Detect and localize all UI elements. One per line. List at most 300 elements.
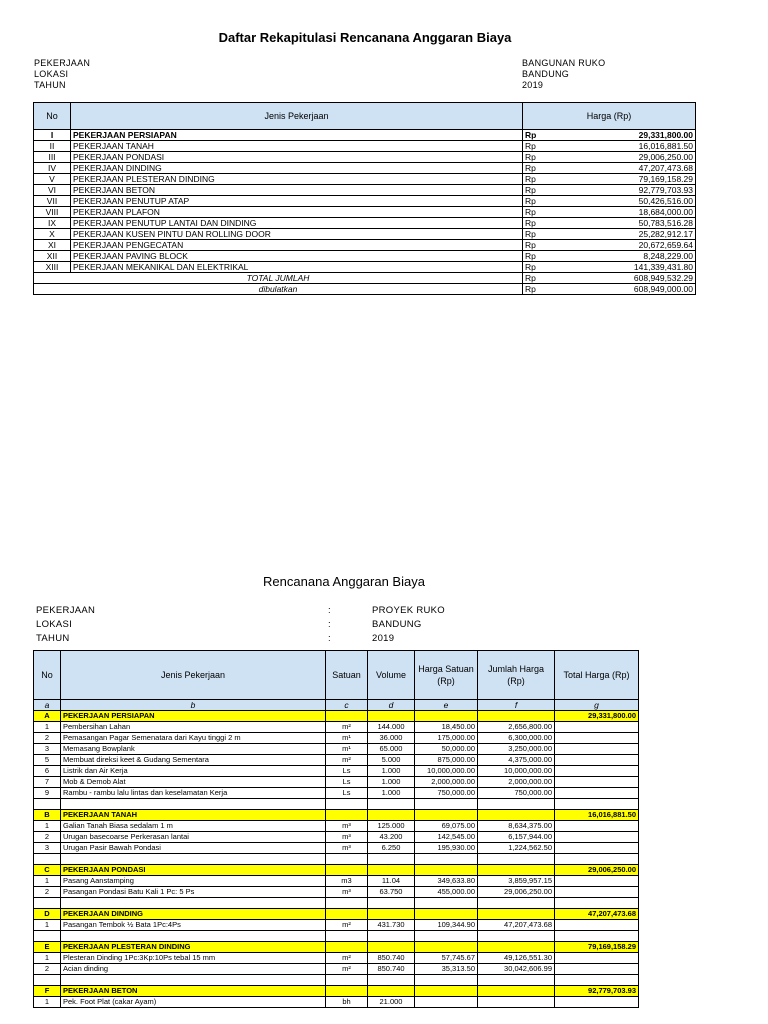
summary-row (34, 218, 696, 229)
rab-item-name: Acian dinding (61, 964, 326, 975)
summary-row-no: IX (34, 218, 71, 229)
rab-meta-value-pekerjaan: PROYEK RUKO (372, 605, 445, 616)
rab-empty-cell (415, 975, 478, 986)
summary-table (33, 102, 696, 295)
rab-item-harga-satuan: 195,930.00 (415, 843, 478, 854)
rab-empty-cell (415, 931, 478, 942)
summary-row-currency: Rp (523, 251, 554, 262)
summary-total-label: TOTAL JUMLAH (34, 273, 523, 284)
rab-item-jumlah-harga: 6,157,944.00 (478, 832, 555, 843)
rab-empty-cell (555, 975, 639, 986)
rab-column-letter: a (34, 700, 61, 711)
rab-section-total: 47,207,473.68 (555, 909, 639, 920)
rab-spacer-row (34, 898, 639, 909)
rab-item-name: Rambu - rambu lalu lintas dan keselamatan Kerja (61, 788, 326, 799)
rab-item-jumlah-harga (478, 997, 555, 1008)
rab-empty-cell (326, 931, 368, 942)
summary-row-value: 16,016,881.50 (553, 141, 696, 152)
summary-row-currency: Rp (523, 229, 554, 240)
rab-item-harga-satuan: 349,633.80 (415, 876, 478, 887)
rab-section-row (34, 942, 639, 953)
summary-row-value: 25,282,912.17 (553, 229, 696, 240)
summary-row-no: XIII (34, 262, 71, 273)
summary-row (34, 152, 696, 163)
rab-item-total (555, 876, 639, 887)
rab-item-total (555, 832, 639, 843)
rab-item-no: 1 (34, 722, 61, 733)
rab-empty-cell (326, 854, 368, 865)
rab-header-volume: Volume (368, 651, 415, 700)
rab-empty-cell (415, 799, 478, 810)
rab-item-total (555, 843, 639, 854)
summary-row-no: XII (34, 251, 71, 262)
rab-empty-cell (326, 909, 368, 920)
rab-item-volume: 850.740 (368, 953, 415, 964)
rab-empty-cell (478, 942, 555, 953)
summary-total-value: 608,949,532.29 (553, 273, 696, 284)
summary-row-currency: Rp (523, 240, 554, 251)
rab-empty-cell (368, 854, 415, 865)
rab-section-total: 92,779,703.93 (555, 986, 639, 997)
rab-meta-label-tahun: TAHUN (36, 633, 70, 644)
rab-meta (34, 603, 447, 647)
rab-item-name: Pasang Aanstamping (61, 876, 326, 887)
rab-item-satuan: Ls (326, 777, 368, 788)
rab-empty-cell (34, 975, 61, 986)
summary-row (34, 229, 696, 240)
rab-item-harga-satuan: 750,000.00 (415, 788, 478, 799)
rab-item-volume: 11.04 (368, 876, 415, 887)
rab-column-letter: c (326, 700, 368, 711)
rab-item-name: Galian Tanah Biasa sedalam 1 m (61, 821, 326, 832)
summary-row-name: PEKERJAAN PAVING BLOCK (71, 251, 523, 262)
rab-item-jumlah-harga: 47,207,473.68 (478, 920, 555, 931)
rab-item-row (34, 997, 639, 1008)
rab-empty-cell (368, 975, 415, 986)
rab-empty-cell (478, 810, 555, 821)
rab-empty-cell (478, 711, 555, 722)
rab-item-harga-satuan: 10,000,000.00 (415, 766, 478, 777)
summary-row-value: 141,339,431.80 (553, 262, 696, 273)
rab-item-total (555, 953, 639, 964)
rab-item-volume: 65.000 (368, 744, 415, 755)
summary-row-currency: Rp (523, 130, 554, 141)
summary-row-value: 50,426,516.00 (553, 196, 696, 207)
rab-column-letter: e (415, 700, 478, 711)
rab-empty-cell (478, 909, 555, 920)
rab-item-harga-satuan: 35,313.50 (415, 964, 478, 975)
rab-empty-cell (478, 931, 555, 942)
summary-row-no: V (34, 174, 71, 185)
summary-row (34, 163, 696, 174)
summary-row-name: PEKERJAAN MEKANIKAL DAN ELEKTRIKAL (71, 262, 523, 273)
summary-meta-labels (34, 58, 90, 91)
rab-empty-cell (555, 931, 639, 942)
summary-row-value: 50,783,516.28 (553, 218, 696, 229)
rab-empty-cell (478, 986, 555, 997)
rab-item-jumlah-harga: 2,000,000.00 (478, 777, 555, 788)
rab-empty-cell (34, 799, 61, 810)
rab-item-name: Pasangan Tembok ½ Bata 1Pc:4Ps (61, 920, 326, 931)
rab-item-row (34, 832, 639, 843)
rab-empty-cell (368, 909, 415, 920)
rab-empty-cell (415, 909, 478, 920)
rab-empty-cell (34, 898, 61, 909)
summary-row-no: IV (34, 163, 71, 174)
rab-item-jumlah-harga: 750,000.00 (478, 788, 555, 799)
rab-item-name: Urugan Pasir Bawah Pondasi (61, 843, 326, 854)
rab-item-jumlah-harga: 30,042,606.99 (478, 964, 555, 975)
rab-item-harga-satuan: 455,000.00 (415, 887, 478, 898)
rab-item-satuan: m3 (326, 876, 368, 887)
summary-row-currency: Rp (523, 185, 554, 196)
rab-item-total (555, 997, 639, 1008)
meta-label-tahun: TAHUN (34, 80, 66, 90)
header-no: No (34, 103, 71, 130)
summary-row (34, 130, 696, 141)
rab-empty-cell (368, 711, 415, 722)
rab-item-name: Memasang Bowplank (61, 744, 326, 755)
rab-item-total (555, 722, 639, 733)
rab-item-satuan: m¹ (326, 744, 368, 755)
rab-item-name: Mob & Demob Alat (61, 777, 326, 788)
rab-item-no: 1 (34, 876, 61, 887)
rab-item-harga-satuan: 109,344.90 (415, 920, 478, 931)
summary-total-row (34, 273, 696, 284)
rab-spacer-row (34, 799, 639, 810)
rab-empty-cell (61, 898, 326, 909)
summary-row-name: PEKERJAAN DINDING (71, 163, 523, 174)
rab-column-letter: g (555, 700, 639, 711)
rab-item-row (34, 920, 639, 931)
rab-section-total: 29,331,800.00 (555, 711, 639, 722)
summary-row-no: VII (34, 196, 71, 207)
rab-item-total (555, 821, 639, 832)
summary-row-name: PEKERJAAN BETON (71, 185, 523, 196)
rab-empty-cell (368, 986, 415, 997)
rab-item-volume: 36.000 (368, 733, 415, 744)
rab-item-name: Pasangan Pondasi Batu Kali 1 Pc: 5 Ps (61, 887, 326, 898)
rab-empty-cell (415, 810, 478, 821)
rab-item-jumlah-harga: 2,656,800.00 (478, 722, 555, 733)
summary-row-value: 92,779,703.93 (553, 185, 696, 196)
summary-row-no: VI (34, 185, 71, 196)
rab-empty-cell (368, 942, 415, 953)
rab-item-harga-satuan: 175,000.00 (415, 733, 478, 744)
rab-column-letter: b (61, 700, 326, 711)
rab-section-row (34, 865, 639, 876)
summary-row (34, 196, 696, 207)
rab-section-name: PEKERJAAN TANAH (61, 810, 326, 821)
rab-item-volume: 63.750 (368, 887, 415, 898)
rab-item-harga-satuan: 18,450.00 (415, 722, 478, 733)
rab-section-row (34, 986, 639, 997)
rab-item-row (34, 887, 639, 898)
meta-value-lokasi: BANDUNG (522, 69, 570, 79)
rab-item-total (555, 755, 639, 766)
rab-item-satuan: m³ (326, 832, 368, 843)
rab-meta-value-lokasi: BANDUNG (372, 619, 422, 630)
meta-value-pekerjaan: BANGUNAN RUKO (522, 58, 606, 68)
rab-empty-cell (478, 975, 555, 986)
rab-item-satuan: m² (326, 755, 368, 766)
summary-row-value: 79,169,158.29 (553, 174, 696, 185)
summary-row-name: PEKERJAAN TANAH (71, 141, 523, 152)
rab-item-jumlah-harga: 29,006,250.00 (478, 887, 555, 898)
rab-column-letter: f (478, 700, 555, 711)
rab-header-no: No (34, 651, 61, 700)
rab-empty-cell (415, 865, 478, 876)
rab-empty-cell (61, 799, 326, 810)
summary-title: Daftar Rekapitulasi Rencanana Anggaran Biaya (218, 30, 512, 45)
rab-item-no: 1 (34, 997, 61, 1008)
rab-spacer-row (34, 854, 639, 865)
rab-section-row (34, 909, 639, 920)
rab-item-satuan: m² (326, 722, 368, 733)
rab-item-total (555, 766, 639, 777)
rab-meta-sep: : (328, 605, 331, 616)
rab-empty-cell (368, 931, 415, 942)
summary-row-currency: Rp (523, 152, 554, 163)
rab-item-total (555, 733, 639, 744)
rab-table-body (34, 700, 639, 1008)
summary-rounded-currency: Rp (523, 284, 554, 295)
rab-section-code: C (34, 865, 61, 876)
rab-item-satuan: bh (326, 997, 368, 1008)
summary-rounded-value: 608,949,000.00 (553, 284, 696, 295)
rab-empty-cell (368, 898, 415, 909)
summary-row-currency: Rp (523, 207, 554, 218)
rab-section-code: A (34, 711, 61, 722)
rab-title: Rencanana Anggaran Biaya (263, 574, 425, 589)
rab-header-total-harga: Total Harga (Rp) (555, 651, 639, 700)
summary-row-no: X (34, 229, 71, 240)
rab-section-total: 79,169,158.29 (555, 942, 639, 953)
rab-item-row (34, 964, 639, 975)
rab-meta-label-pekerjaan: PEKERJAAN (36, 605, 96, 616)
rab-item-no: 1 (34, 920, 61, 931)
rab-item-no: 3 (34, 744, 61, 755)
rab-item-row (34, 876, 639, 887)
rab-empty-cell (368, 865, 415, 876)
rab-item-row (34, 843, 639, 854)
rab-item-row (34, 744, 639, 755)
rab-item-satuan: m³ (326, 887, 368, 898)
rab-item-jumlah-harga: 3,859,957.15 (478, 876, 555, 887)
rab-item-name: Pek. Foot Plat (cakar Ayam) (61, 997, 326, 1008)
summary-rounded-row (34, 284, 696, 295)
rab-section-name: PEKERJAAN DINDING (61, 909, 326, 920)
rab-item-no: 7 (34, 777, 61, 788)
rab-item-jumlah-harga: 4,375,000.00 (478, 755, 555, 766)
rab-item-volume: 431.730 (368, 920, 415, 931)
rab-section-row (34, 810, 639, 821)
rab-section-code: B (34, 810, 61, 821)
rab-item-total (555, 920, 639, 931)
rab-spacer-row (34, 975, 639, 986)
summary-row-name: PEKERJAAN PLESTERAN DINDING (71, 174, 523, 185)
rab-item-volume: 1.000 (368, 766, 415, 777)
rab-empty-cell (326, 810, 368, 821)
rab-item-volume: 850.740 (368, 964, 415, 975)
meta-label-pekerjaan: PEKERJAAN (34, 58, 91, 68)
rab-empty-cell (326, 898, 368, 909)
summary-row-value: 18,684,000.00 (553, 207, 696, 218)
rab-empty-cell (326, 942, 368, 953)
rab-item-name: Pemasangan Pagar Semenatara dari Kayu tinggi 2 m (61, 733, 326, 744)
rab-empty-cell (415, 854, 478, 865)
rab-item-name: Membuat direksi keet & Gudang Sementara (61, 755, 326, 766)
summary-row-name: PEKERJAAN PENUTUP LANTAI DAN DINDING (71, 218, 523, 229)
rab-empty-cell (478, 799, 555, 810)
rab-item-jumlah-harga: 49,126,551.30 (478, 953, 555, 964)
rab-empty-cell (555, 799, 639, 810)
summary-row (34, 262, 696, 273)
summary-row-currency: Rp (523, 262, 554, 273)
rab-item-jumlah-harga: 3,250,000.00 (478, 744, 555, 755)
summary-row-currency: Rp (523, 163, 554, 174)
rab-item-row (34, 788, 639, 799)
rab-item-satuan: m² (326, 953, 368, 964)
rab-item-satuan: Ls (326, 766, 368, 777)
summary-row (34, 141, 696, 152)
summary-total-currency: Rp (523, 273, 554, 284)
rab-item-satuan: m¹ (326, 733, 368, 744)
rab-empty-cell (415, 711, 478, 722)
rab-empty-cell (368, 799, 415, 810)
rab-item-satuan: m³ (326, 821, 368, 832)
rab-empty-cell (326, 865, 368, 876)
summary-row-no: VIII (34, 207, 71, 218)
rab-item-volume: 144.000 (368, 722, 415, 733)
rab-item-volume: 5.000 (368, 755, 415, 766)
rab-item-harga-satuan: 2,000,000.00 (415, 777, 478, 788)
rab-item-satuan: Ls (326, 788, 368, 799)
meta-value-tahun: 2019 (522, 80, 544, 90)
summary-row-value: 47,207,473.68 (553, 163, 696, 174)
rab-header-harga-satuan: Harga Satuan (Rp) (415, 651, 478, 700)
summary-row (34, 251, 696, 262)
rab-item-satuan: m² (326, 920, 368, 931)
rab-item-no: 9 (34, 788, 61, 799)
rab-item-no: 1 (34, 953, 61, 964)
rab-empty-cell (478, 854, 555, 865)
summary-row-name: PEKERJAAN KUSEN PINTU DAN ROLLING DOOR (71, 229, 523, 240)
rab-item-no: 2 (34, 733, 61, 744)
rab-meta-label-lokasi: LOKASI (36, 619, 73, 630)
rab-header-jumlah-harga: Jumlah Harga (Rp) (478, 651, 555, 700)
rab-item-volume: 1.000 (368, 788, 415, 799)
rab-empty-cell (415, 898, 478, 909)
rab-section-code: F (34, 986, 61, 997)
rab-item-jumlah-harga: 8,634,375.00 (478, 821, 555, 832)
rab-item-harga-satuan: 50,000.00 (415, 744, 478, 755)
summary-table-body (34, 130, 696, 295)
rab-meta-sep: : (328, 633, 331, 644)
summary-row-currency: Rp (523, 174, 554, 185)
rab-column-letter: d (368, 700, 415, 711)
summary-row-no: III (34, 152, 71, 163)
rab-empty-cell (478, 898, 555, 909)
rab-empty-cell (326, 975, 368, 986)
summary-row-no: I (34, 130, 71, 141)
rab-item-volume: 1.000 (368, 777, 415, 788)
summary-row-value: 29,331,800.00 (553, 130, 696, 141)
rab-item-harga-satuan (415, 997, 478, 1008)
rab-item-row (34, 755, 639, 766)
rab-item-name: Plesteran Dinding 1Pc:3Kp:10Ps tebal 15 mm (61, 953, 326, 964)
rab-item-total (555, 777, 639, 788)
rab-item-row (34, 766, 639, 777)
rab-empty-cell (61, 931, 326, 942)
rab-item-row (34, 777, 639, 788)
meta-label-lokasi: LOKASI (34, 69, 69, 79)
rab-item-row (34, 722, 639, 733)
rab-item-volume: 125.000 (368, 821, 415, 832)
header-harga: Harga (Rp) (523, 103, 696, 130)
rab-item-harga-satuan: 57,745.67 (415, 953, 478, 964)
rab-item-satuan: m³ (326, 843, 368, 854)
rab-empty-cell (326, 986, 368, 997)
rab-empty-cell (34, 854, 61, 865)
summary-rounded-label: dibulatkan (34, 284, 523, 295)
summary-row-name: PEKERJAAN PENGECATAN (71, 240, 523, 251)
rab-item-row (34, 821, 639, 832)
rab-section-name: PEKERJAAN PERSIAPAN (61, 711, 326, 722)
summary-meta-values (522, 58, 605, 91)
rab-item-no: 2 (34, 887, 61, 898)
rab-item-name: Urugan basecoarse Perkerasan lantai (61, 832, 326, 843)
rab-empty-cell (555, 898, 639, 909)
rab-empty-cell (61, 975, 326, 986)
rab-item-harga-satuan: 875,000.00 (415, 755, 478, 766)
rab-empty-cell (34, 931, 61, 942)
rab-item-no: 1 (34, 821, 61, 832)
summary-row-no: XI (34, 240, 71, 251)
rab-meta-value-tahun: 2019 (372, 633, 395, 644)
rab-section-total: 29,006,250.00 (555, 865, 639, 876)
rab-empty-cell (478, 865, 555, 876)
summary-row-value: 8,248,229.00 (553, 251, 696, 262)
rab-section-name: PEKERJAAN PONDASI (61, 865, 326, 876)
rab-item-volume: 43.200 (368, 832, 415, 843)
rab-empty-cell (368, 810, 415, 821)
rab-empty-cell (326, 799, 368, 810)
rab-item-total (555, 788, 639, 799)
rab-header-jenis-pekerjaan: Jenis Pekerjaan (61, 651, 326, 700)
rab-empty-cell (326, 711, 368, 722)
rab-empty-cell (555, 854, 639, 865)
rab-item-row (34, 733, 639, 744)
rab-item-total (555, 744, 639, 755)
summary-row (34, 207, 696, 218)
summary-row (34, 185, 696, 196)
rab-item-harga-satuan: 69,075.00 (415, 821, 478, 832)
rab-section-total: 16,016,881.50 (555, 810, 639, 821)
summary-row (34, 174, 696, 185)
rab-section-row (34, 711, 639, 722)
rab-item-no: 6 (34, 766, 61, 777)
summary-row-value: 20,672,659.64 (553, 240, 696, 251)
rab-item-volume: 21.000 (368, 997, 415, 1008)
rab-item-no: 2 (34, 964, 61, 975)
rab-section-code: D (34, 909, 61, 920)
rab-item-no: 5 (34, 755, 61, 766)
rab-item-name: Pembersihan Lahan (61, 722, 326, 733)
rab-item-harga-satuan: 142,545.00 (415, 832, 478, 843)
summary-row-name: PEKERJAAN PERSIAPAN (71, 130, 523, 141)
rab-meta-sep: : (328, 619, 331, 630)
